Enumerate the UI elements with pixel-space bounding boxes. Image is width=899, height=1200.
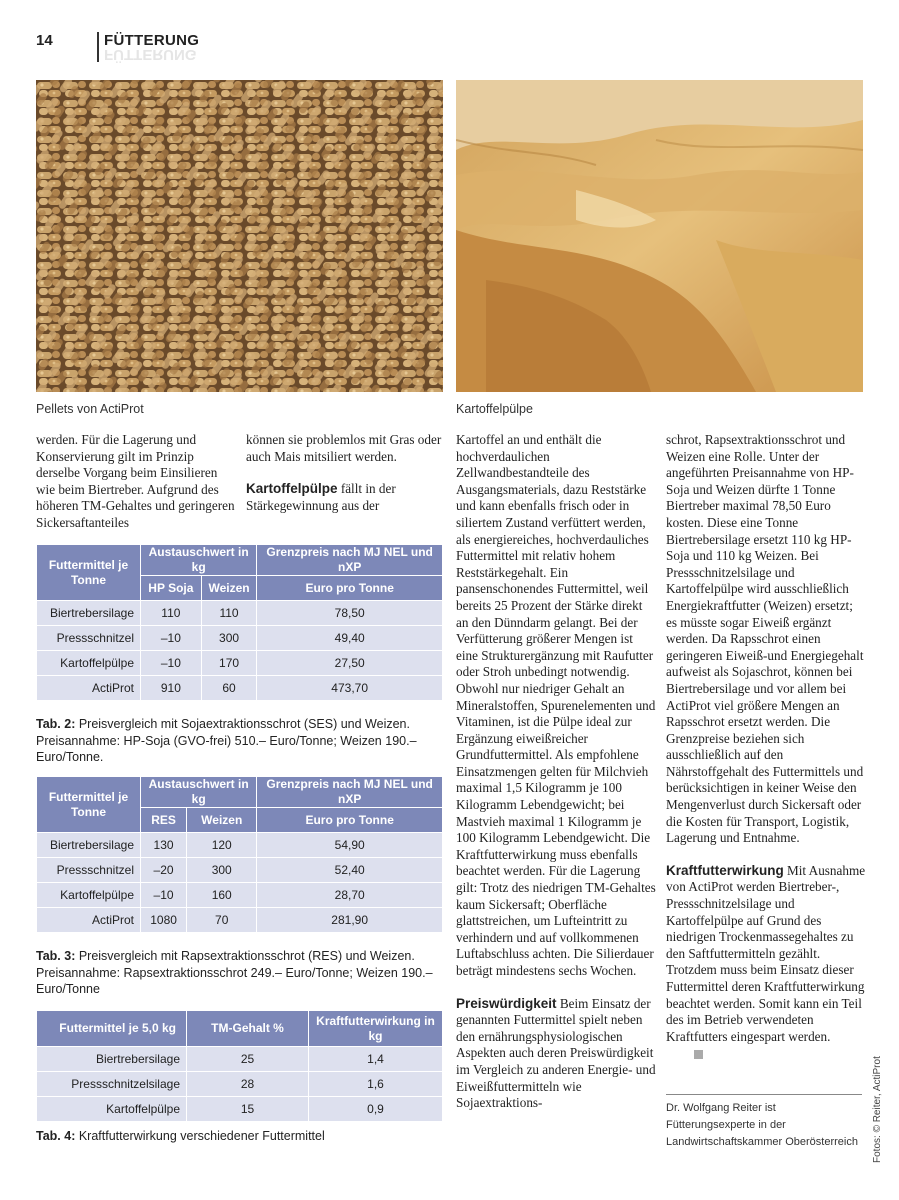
header-exchange-value: Austauschwert in kg <box>141 777 257 808</box>
header-res: RES <box>141 808 187 833</box>
cell-feed: ActiProt <box>37 908 141 933</box>
cell-value: 473,70 <box>257 676 443 701</box>
cell-value: 281,90 <box>257 908 443 933</box>
paragraph: schrot, Rapsextraktionsschrot und Weizen eine Rolle. Unter der angeführten Preisannahme von HP-Soja und Weizen dürfte 1 Tonne Biertreber maximal 78,50 Euro kosten. Diese eine Tonne Biertrebersilage ersetzt 110 kg HP-Soja und 110 kg Weizen. Bei Pressschnitzelsilage und Kartoffelpülpe wird ausschließlich Energiekraftfutter (Weizen) ersetzt; es müsste sogar Eiweiß ergänzt werden. Da Rapsschrot einen geringeren Eiweiß-und Energiegehalt aufweist als Sojaschrot, können bei Biertrebersilage und vor allem bei ActiProt viel größere Mengen an Rapsschrot ersetzt werden. Die Grenzpreise beziehen sich ausschließlich auf den Nährstoffgehalt des Futtermittels und berücksichtigen in keiner Weise den Mengenverlust durch Sickersaft oder die Kosten für Transport, Logistik, Lagerung und Entnahme. <box>666 432 864 846</box>
paragraph-kraftfutterwirkung <box>666 863 866 1062</box>
author-note: Dr. Wolfgang Reiter ist Fütterungsexperte in der Landwirtschaftskammer Oberösterreich <box>666 1102 858 1148</box>
header-limit-price: Grenzpreis nach MJ NEL und nXP <box>257 545 443 576</box>
photo-credit: Fotos: © Reiter, ActiProt <box>872 1056 883 1163</box>
caption-label: Tab. 3: <box>36 949 76 963</box>
header-hp-soja: HP Soja <box>141 576 202 601</box>
cell-feed: Kartoffelpülpe <box>37 651 141 676</box>
cell-value: 27,50 <box>257 651 443 676</box>
cell-value: 60 <box>201 676 257 701</box>
cell-feed: Pressschnitzel <box>37 858 141 883</box>
end-of-article-square-icon <box>694 1050 703 1059</box>
cell-value: 0,9 <box>309 1097 443 1122</box>
cell-feed: Biertrebersilage <box>37 601 141 626</box>
keyword-kartoffelpuelpe: Kartoffelpülpe <box>246 481 338 497</box>
text-column-4 <box>666 432 866 1062</box>
table-row <box>37 676 443 701</box>
caption-text: Kraftfutterwirkung verschiedener Futtermittel <box>75 1129 325 1143</box>
cell-value: 49,40 <box>257 626 443 651</box>
cell-value: 110 <box>141 601 202 626</box>
cell-value: –20 <box>141 858 187 883</box>
caption-text: Preisvergleich mit Rapsextraktionsschrot (RES) und Weizen. Preisannahme: Rapsextraktionsschrot 249.– Euro/Tonne; Weizen 190.– Euro/Tonne <box>36 949 433 996</box>
cell-value: 70 <box>187 908 257 933</box>
header-concentrate-effect: Kraftfutterwirkung in kg <box>309 1011 443 1047</box>
table-row <box>37 651 443 676</box>
paragraph-text: fällt in der Stärkegewinnung aus der <box>246 481 396 513</box>
paragraph: Kartoffel an und enthält die hochverdaulichen Zellwandbestandteile des Ausgangsmaterials, dazu Reststärke und kann ebenfalls frisch oder in siliertem Zustand verfüttert werden, als energiereiches, hochverdauliches Futtermittel mit relativ hohem Reststärkegehalt. Ein pansenschonendes Futtermittel, weil bereits 25 Prozent der Stärke direkt an den Dünndarm gelangt. Bei der Verfütterung größerer Mengen ist eine Strukturergänzung mit Raufutter oder Stroh unbedingt notwendig. Obwohl nur niedriger Gehalt an Mineralstoffen, Spurenelementen und Vitaminen, ist die Pülpe ideal zur Ergänzung eiweißreicher Grundfuttermittel. Als empfohlene Einsatzmengen gelten für Milchvieh maximal 1,5 Kilogramm je 100 Kilogramm Lebendgewicht; bei Mastvieh maximal 1 Kilogramm je 100 Kilogramm Lebendgewicht. Die Kraftfutterwirkung muss ebenfalls beachtet werden. Für die Lagerung gilt: Trotz des niedrigen TM-Gehaltes kaum Sickersaft; Oberfläche glattstreichen, um Lufteintritt zu verhindern und auf vollkommenen Luftabschluss achten. Die Silierdauer beträgt mindestens sechs Wochen. <box>456 432 656 978</box>
table-row <box>37 1047 443 1072</box>
potato-pulp-photo <box>456 80 863 392</box>
pellets-caption: Pellets von ActiProt <box>36 402 144 416</box>
caption-text: Preisvergleich mit Sojaextraktionsschrot (SES) und Weizen. Preisannahme: HP-Soja (GVO-frei) 510.– Euro/Tonne; Weizen 190.– Euro/Tonne. <box>36 717 417 764</box>
table-3-rapeseed-comparison <box>36 776 443 933</box>
keyword-kraftfutterwirkung: Kraftfutterwirkung <box>666 862 784 878</box>
cell-value: 120 <box>187 833 257 858</box>
table-2-soy-comparison <box>36 544 443 701</box>
cell-value: 170 <box>201 651 257 676</box>
table-row <box>37 883 443 908</box>
table-row <box>37 1072 443 1097</box>
pellets-photo <box>36 80 443 392</box>
author-divider <box>666 1094 862 1095</box>
paragraph-preiswuerdigkeit <box>456 996 656 1112</box>
cell-value: 300 <box>187 858 257 883</box>
cell-value: 130 <box>141 833 187 858</box>
text-column-3 <box>456 432 656 1112</box>
section-title-reflection: FÜTTERUNG <box>104 46 197 63</box>
table-4-caption <box>36 1128 443 1145</box>
header-feed: Futtermittel je Tonne <box>37 545 141 601</box>
cell-value: 54,90 <box>257 833 443 858</box>
cell-feed: Kartoffelpülpe <box>37 883 141 908</box>
paragraph: können sie problemlos mit Gras oder auch Mais mitsiliert werden. <box>246 432 442 464</box>
cell-value: 910 <box>141 676 202 701</box>
keyword-preiswuerdigkeit: Preiswürdigkeit <box>456 995 557 1011</box>
table-row <box>37 908 443 933</box>
cell-value: –10 <box>141 883 187 908</box>
header-limit-price: Grenzpreis nach MJ NEL und nXP <box>257 777 443 808</box>
header-weizen: Weizen <box>201 576 257 601</box>
cell-feed: Pressschnitzelsilage <box>37 1072 187 1097</box>
text-column-2 <box>246 432 446 514</box>
paragraph-text: Beim Einsatz der genannten Futtermittel spielt neben den ernährungsphysiologischen Aspekten auch deren Preiswürdigkeit im Vergleich zu anderen Energie- und Eiweißfuttermitteln wie Sojaextraktions- <box>456 995 656 1111</box>
table-4-concentrate-effect <box>36 1010 443 1122</box>
table-row <box>37 601 443 626</box>
cell-value: 300 <box>201 626 257 651</box>
header-exchange-value: Austauschwert in kg <box>141 545 257 576</box>
cell-value: 28 <box>187 1072 309 1097</box>
header-divider <box>97 32 99 62</box>
header-weizen: Weizen <box>187 808 257 833</box>
table-2-caption <box>36 716 443 766</box>
paragraph-text: Mit Ausnahme von ActiProt werden Biertreber-, Pressschnitzelsilage und Kartoffelpülpe auf Grund des niedrigen Trockenmassegehaltes zu den Saftfuttermitteln gezählt. Trotzdem muss beim Einsatz dieser Futtermittel deren Kraftfutterwirkung beachtet werden. Somit kann ein Teil des im Betrieb verwendeten Kraftfutters eingespart werden. <box>666 862 866 1044</box>
potato-pulp-caption: Kartoffelpülpe <box>456 402 533 416</box>
table-row <box>37 833 443 858</box>
header-feed: Futtermittel je 5,0 kg <box>37 1011 187 1047</box>
cell-value: 1,6 <box>309 1072 443 1097</box>
caption-label: Tab. 2: <box>36 717 76 731</box>
cell-value: 28,70 <box>257 883 443 908</box>
table-row <box>37 858 443 883</box>
header-euro-per-tonne: Euro pro Tonne <box>257 808 443 833</box>
table-row <box>37 1097 443 1122</box>
cell-feed: Biertrebersilage <box>37 833 141 858</box>
text-column-1 <box>36 432 236 532</box>
paragraph: werden. Für die Lagerung und Konservierung gilt im Prinzip derselbe Vorgang beim Einsilieren wie beim Biertreber. Aufgrund des höheren TM-Gehaltes und geringeren Sickersaftanteiles <box>36 432 235 530</box>
caption-label: Tab. 4: <box>36 1129 76 1143</box>
header-tm-content: TM-Gehalt % <box>187 1011 309 1047</box>
header-feed: Futtermittel je Tonne <box>37 777 141 833</box>
section-title: FÜTTERUNG <box>104 32 200 49</box>
cell-feed: Biertrebersilage <box>37 1047 187 1072</box>
cell-value: 25 <box>187 1047 309 1072</box>
cell-value: 110 <box>201 601 257 626</box>
cell-feed: ActiProt <box>37 676 141 701</box>
cell-feed: Pressschnitzel <box>37 626 141 651</box>
cell-value: 1,4 <box>309 1047 443 1072</box>
page-number: 14 <box>36 32 53 49</box>
cell-value: 52,40 <box>257 858 443 883</box>
cell-value: 1080 <box>141 908 187 933</box>
cell-value: 15 <box>187 1097 309 1122</box>
cell-value: 78,50 <box>257 601 443 626</box>
cell-feed: Kartoffelpülpe <box>37 1097 187 1122</box>
cell-value: –10 <box>141 626 202 651</box>
paragraph-kartoffelpuelpe <box>246 481 446 514</box>
table-row <box>37 626 443 651</box>
cell-value: –10 <box>141 651 202 676</box>
table-3-caption <box>36 948 443 998</box>
header-euro-per-tonne: Euro pro Tonne <box>257 576 443 601</box>
cell-value: 160 <box>187 883 257 908</box>
